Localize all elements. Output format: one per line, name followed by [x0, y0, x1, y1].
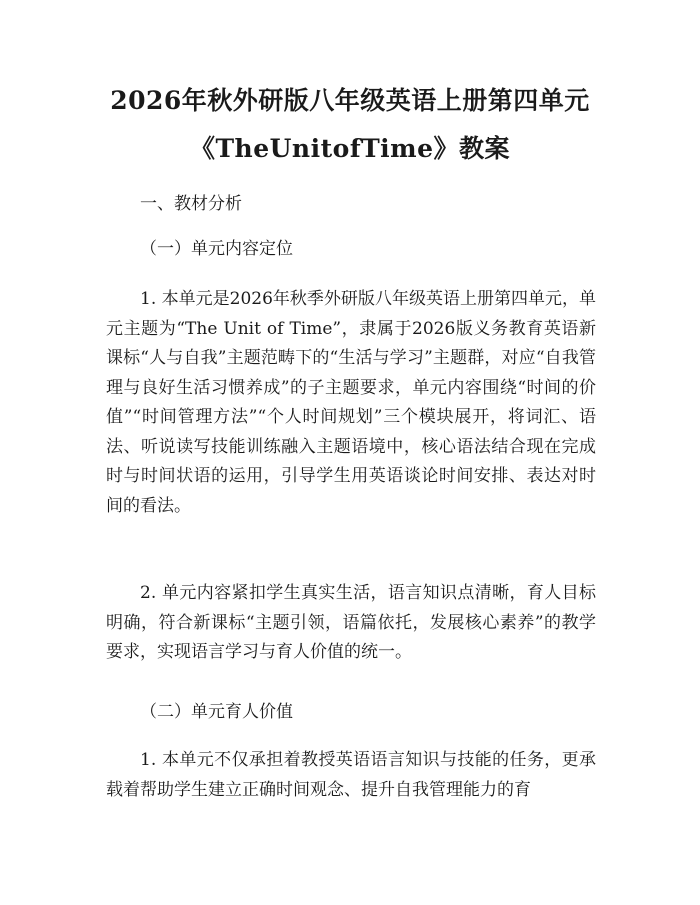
paragraph-educational-value: 1. 本单元不仅承担着教授英语语言知识与技能的任务，更承载着帮助学生建立正确时间观念、提升自我管理能力的育 — [106, 750, 596, 800]
subsection-heading-educational-value: （二）单元育人价值 — [140, 702, 293, 722]
paragraph-unit-overview: 1. 本单元是2026年秋季外研版八年级英语上册第四单元，单元主题为“The Unit of Time”，隶属于2026版义务教育英语新课标“人与自我”主题范畴下的“生活与学习”主题群，对应“自我管理与良好生活习惯养成”的子主题要求，单元内容围绕“时间的价值”“时间管理方法”“个人时间规划”三个模块展开，将词汇、语法、听说读写技能训练融入主题语境中，核心语法结合现在完成时与时间状语的运用，引导学生用英语谈论时间安排、表达对时间的看法。 — [106, 289, 596, 516]
paragraph-unit-content: 2. 单元内容紧扣学生真实生活，语言知识点清晰，育人目标明确，符合新课标“主题引领，语篇依托，发展核心素养”的教学要求，实现语言学习与育人价值的统一。 — [106, 583, 596, 662]
section-heading-textbook-analysis: 一、教材分析 — [140, 194, 242, 214]
document-title-line2: 《TheUnitofTime》教案 — [189, 134, 511, 163]
subsection-heading-content-positioning: （一）单元内容定位 — [140, 239, 293, 259]
document-title-line1: 2026年秋外研版八年级英语上册第四单元 — [110, 86, 590, 115]
